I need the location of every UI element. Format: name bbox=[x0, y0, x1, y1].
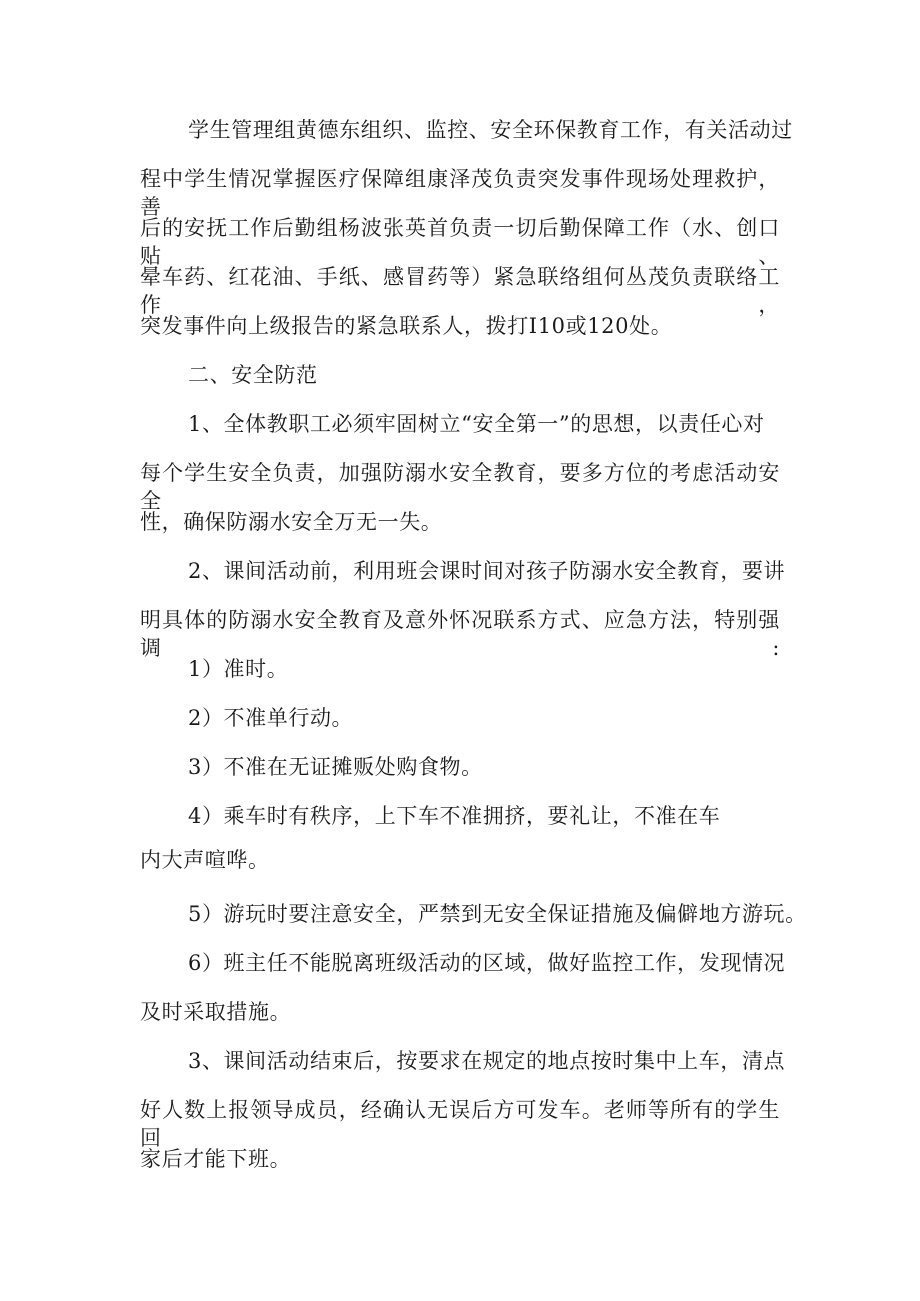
list-item: 1）准时。 bbox=[188, 657, 289, 681]
list-item-continuation: 内大声喧哗。 bbox=[140, 848, 270, 872]
list-item: 3）不准在无证摊贩处购食物。 bbox=[188, 755, 483, 779]
paragraph-line: 学生管理组黄德东组织、监控、安全环保教育工作，有关活动过 bbox=[188, 118, 793, 142]
section-heading: 二、安全防范 bbox=[188, 363, 318, 387]
paragraph-line: 突发事件向上级报告的紧急联系人，拨打I10或120处。 bbox=[140, 314, 673, 338]
paragraph-line: 1、全体教职工必须牢固树立“安全第一”的思想，以责任心对 bbox=[188, 412, 765, 436]
paragraph-line: 后的安抚工作后勤组杨波张英首负责一切后勤保障工作（水、创口贴、 bbox=[140, 216, 780, 268]
paragraph-line: 家后才能下班。 bbox=[140, 1147, 292, 1171]
paragraph-line: 每个学生安全负责，加强防溺水安全教育，要多方位的考虑活动安全 bbox=[140, 461, 780, 513]
paragraph-line: 2、课间活动前，利用班会课时间对孩子防溺水安全教育，要讲 bbox=[188, 559, 786, 583]
list-item: 4）乘车时有秩序，上下车不准拥挤，要礼让，不准在车 bbox=[188, 804, 721, 828]
list-item: 6）班主任不能脱离班级活动的区域，做好监控工作，发现情况 bbox=[188, 951, 786, 975]
paragraph-line: 程中学生情况掌握医疗保障组康泽茂负责突发事件现场处理救护，善 bbox=[140, 167, 780, 219]
paragraph-line: 3、课间活动结束后，按要求在规定的地点按时集中上车，清点 bbox=[188, 1049, 786, 1073]
paragraph-line: 明具体的防溺水安全教育及意外怀况联系方式、应急方法，特别强调: bbox=[140, 608, 780, 660]
paragraph-line: 好人数上报领导成员，经确认无误后方可发车。老师等所有的学生回 bbox=[140, 1098, 780, 1150]
paragraph-line: 性，确保防溺水安全万无一失。 bbox=[140, 510, 443, 534]
list-item: 2）不准单行动。 bbox=[188, 706, 354, 730]
list-item-continuation: 及时采取措施。 bbox=[140, 1000, 292, 1024]
paragraph-line: 晕车药、红花油、手纸、感冒药等）紧急联络组何丛茂负责联络工作， bbox=[140, 265, 780, 317]
list-item: 5）游玩时要注意安全，严禁到无安全保证措施及偏僻地方游玩。 bbox=[188, 902, 807, 926]
